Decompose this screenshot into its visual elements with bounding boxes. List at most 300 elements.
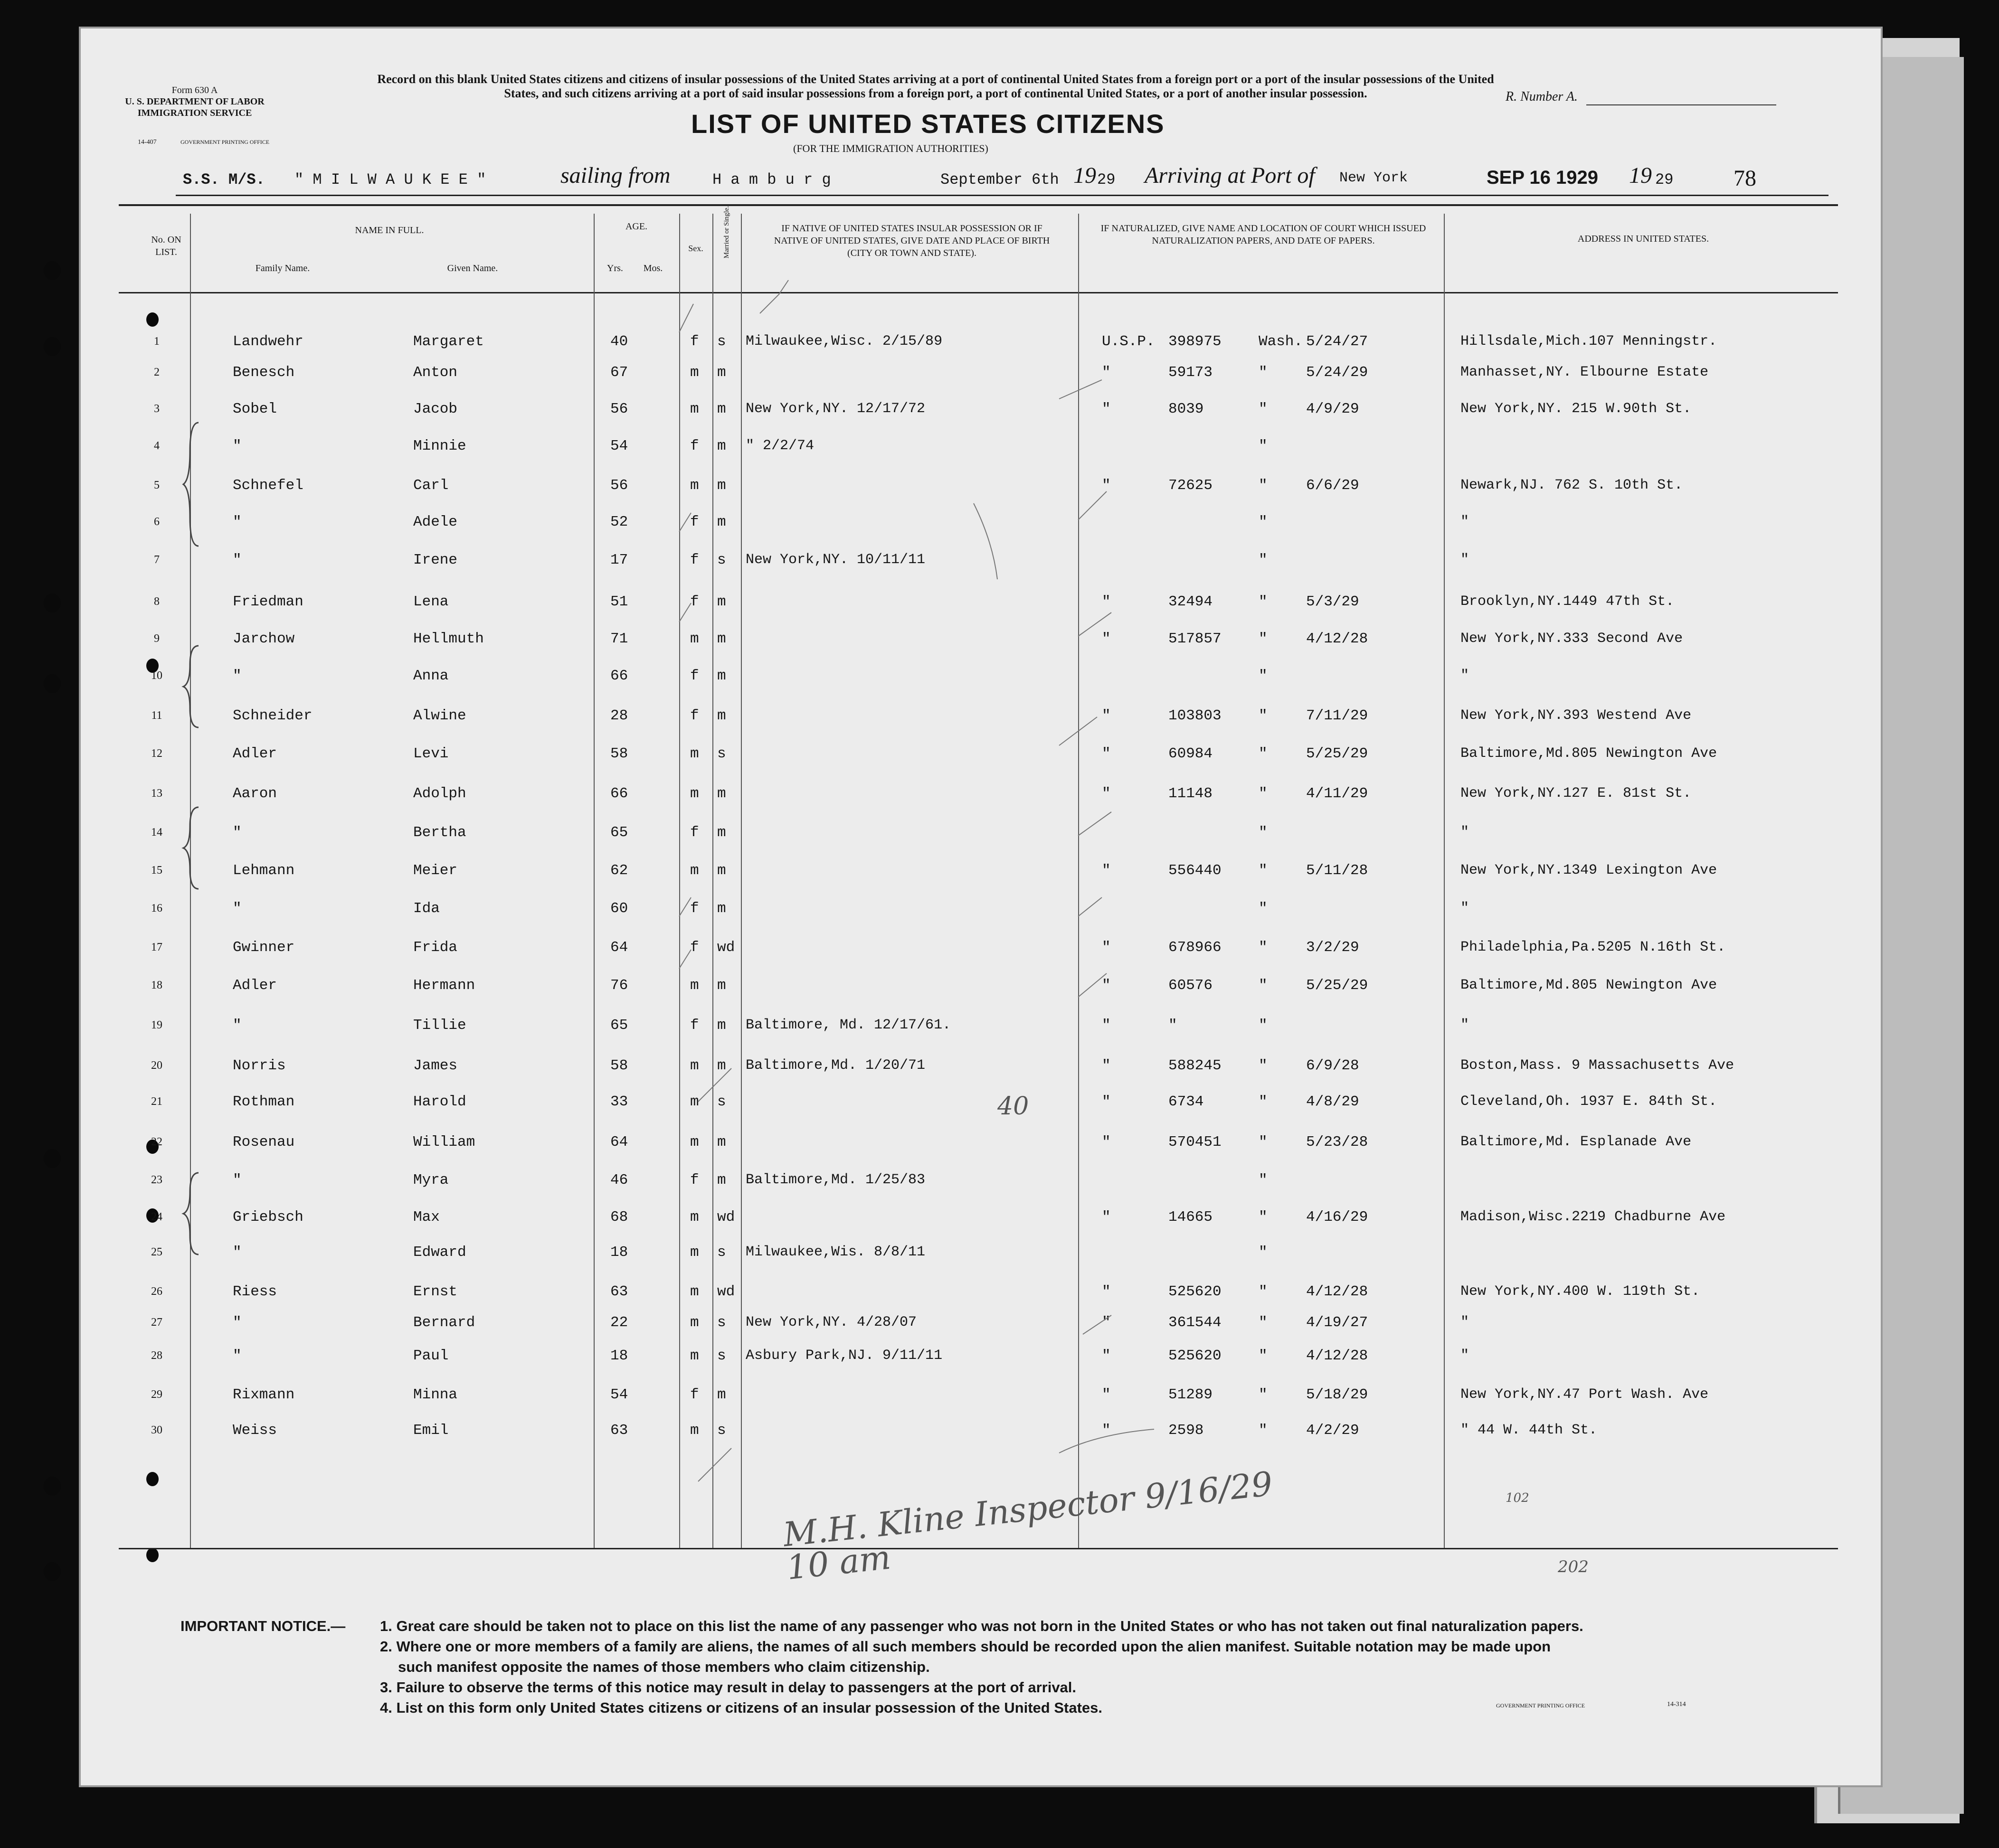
marital-status-cell: m	[717, 438, 726, 454]
sex-cell: f	[690, 1172, 699, 1188]
address-cell: Baltimore,Md.805 Newington Ave	[1460, 745, 1717, 762]
marital-status-cell: m	[717, 824, 726, 841]
marital-status-cell: m	[717, 977, 726, 994]
family-name-cell: Adler	[233, 977, 277, 994]
family-name-cell: Griebsch	[233, 1209, 303, 1226]
row-number-cell: 29	[151, 1388, 162, 1401]
family-name-cell: Sobel	[233, 401, 277, 417]
service-name: IMMIGRATION SERVICE	[137, 108, 252, 118]
naturalization-location-cell: "	[1259, 1017, 1268, 1034]
age-cell: 63	[610, 1422, 628, 1439]
naturalization-date-cell: 4/12/28	[1306, 1348, 1368, 1364]
naturalization-number-cell: 2598	[1168, 1422, 1204, 1439]
check-mark	[1059, 1429, 1154, 1453]
given-name-cell: Bertha	[413, 824, 466, 841]
family-name-cell: "	[233, 900, 242, 917]
naturalization-location-cell: "	[1259, 1057, 1268, 1074]
check-mark	[1059, 380, 1102, 399]
naturalization-location-cell: "	[1259, 631, 1268, 647]
header-yrs: Yrs.	[607, 263, 623, 273]
naturalization-location-cell: "	[1259, 1134, 1268, 1150]
row-number-cell: 18	[151, 979, 162, 991]
given-name-cell: Frida	[413, 939, 458, 956]
age-cell: 76	[610, 977, 628, 994]
notice-item-2-cont: such manifest opposite the names of those members who claim citizenship.	[398, 1659, 930, 1675]
naturalization-number-cell: "	[1168, 1017, 1177, 1034]
sex-cell: f	[690, 594, 699, 610]
naturalization-date-cell: 5/24/27	[1306, 333, 1368, 350]
given-name-cell: Carl	[413, 477, 449, 494]
naturalization-location-cell: "	[1259, 939, 1268, 956]
naturalization-court-cell: "	[1102, 1314, 1111, 1331]
naturalization-court-cell: "	[1102, 1422, 1111, 1439]
naturalization-number-cell: 361544	[1168, 1314, 1222, 1331]
family-bracket	[183, 807, 199, 889]
age-cell: 65	[610, 824, 628, 841]
address-cell: Baltimore,Md.805 Newington Ave	[1460, 977, 1717, 993]
marital-status-cell: m	[717, 364, 726, 381]
marital-status-cell: m	[717, 477, 726, 494]
naturalization-number-cell: 556440	[1168, 862, 1222, 879]
sex-cell: m	[690, 1134, 699, 1150]
naturalization-number-cell: 6734	[1168, 1094, 1204, 1110]
notice-code: 14-314	[1667, 1701, 1686, 1708]
address-cell: "	[1460, 900, 1469, 916]
naturalization-number-cell: 8039	[1168, 401, 1204, 417]
r-number-label: R. Number A.	[1506, 89, 1578, 104]
marital-status-cell: m	[717, 594, 726, 610]
header-sex: Sex.	[688, 244, 703, 253]
naturalization-location-cell: "	[1259, 438, 1268, 454]
naturalization-location-cell: "	[1259, 1209, 1268, 1226]
family-bracket	[183, 646, 199, 727]
address-cell: "	[1460, 1348, 1469, 1364]
check-mark	[1078, 897, 1102, 916]
address-cell: "	[1460, 824, 1469, 840]
age-cell: 67	[610, 364, 628, 381]
row-number-cell: 25	[151, 1246, 162, 1258]
header-mos: Mos.	[643, 263, 663, 273]
family-name-cell: Aaron	[233, 785, 277, 802]
birthplace-cell: New York,NY. 12/17/72	[746, 401, 926, 417]
sex-cell: m	[690, 1094, 699, 1110]
header-no: No. ON LIST.	[151, 235, 181, 257]
age-cell: 63	[610, 1283, 628, 1300]
row-number-cell: 30	[151, 1424, 162, 1436]
row-number-cell: 17	[151, 941, 162, 953]
naturalization-court-cell: "	[1102, 401, 1111, 417]
address-cell: New York,NY. 215 W.90th St.	[1460, 401, 1692, 417]
given-name-cell: Jacob	[413, 401, 458, 417]
marital-status-cell: m	[717, 707, 726, 724]
age-cell: 68	[610, 1209, 628, 1226]
form-number: Form 630 A	[171, 85, 218, 95]
family-name-cell: Benesch	[233, 364, 295, 381]
year-prefix: 19	[1073, 163, 1096, 188]
row-number-cell: 5	[154, 479, 160, 491]
naturalization-location-cell: "	[1259, 364, 1268, 381]
family-name-cell: "	[233, 1244, 242, 1261]
naturalization-date-cell: 5/25/29	[1306, 977, 1368, 994]
family-name-cell: "	[233, 824, 242, 841]
naturalization-location-cell: "	[1259, 1314, 1268, 1331]
marital-status-cell: wd	[717, 1209, 735, 1226]
family-name-cell: "	[233, 514, 242, 530]
family-name-cell: Schnefel	[233, 477, 303, 494]
given-name-cell: Adele	[413, 514, 458, 530]
naturalization-number-cell: 60984	[1168, 745, 1213, 762]
page-title: LIST OF UNITED STATES CITIZENS	[691, 109, 1165, 139]
address-cell: "	[1460, 514, 1469, 530]
family-name-cell: Riess	[233, 1283, 277, 1300]
address-cell: Baltimore,Md. Esplanade Ave	[1460, 1134, 1692, 1150]
naturalization-location-cell: "	[1259, 977, 1268, 994]
naturalization-location-cell: "	[1259, 785, 1268, 802]
sex-cell: m	[690, 1348, 699, 1364]
naturalization-court-cell: "	[1102, 1348, 1111, 1364]
inspector-signature: M.H. Kline Inspector 9/16/29 10 am	[781, 1464, 1275, 1588]
given-name-cell: Alwine	[413, 707, 466, 724]
family-name-cell: Adler	[233, 745, 277, 762]
marital-status-cell: m	[717, 900, 726, 917]
sex-cell: f	[690, 1386, 699, 1403]
naturalization-date-cell: 4/11/29	[1306, 785, 1368, 802]
sex-cell: m	[690, 745, 699, 762]
naturalization-date-cell: 3/2/29	[1306, 939, 1359, 956]
check-mark	[1059, 717, 1097, 745]
notice-item-4: 4. List on this form only United States citizens or citizens of an insular possession of the United States.	[380, 1699, 1102, 1716]
given-name-cell: James	[413, 1057, 458, 1074]
record-instructions: Record on this blank United States citizens and citizens of insular possessions of the United States arriving at a port of continental United States from a foreign port or a port of the insular possessions of the United States, and such citizens arriving at a port of said insular possessions from a foreign port, a port of continental United States, or a port of another insular possession.	[377, 72, 1494, 100]
family-name-cell: Gwinner	[233, 939, 295, 956]
age-cell: 64	[610, 1134, 628, 1150]
age-cell: 17	[610, 552, 628, 568]
address-cell: Boston,Mass. 9 Massachusetts Ave	[1460, 1057, 1734, 1074]
address-cell: New York,NY.1349 Lexington Ave	[1460, 862, 1717, 878]
binder-hole	[44, 261, 61, 280]
naturalization-number-cell: 14665	[1168, 1209, 1213, 1226]
given-name-cell: Hermann	[413, 977, 475, 994]
marital-status-cell: s	[717, 333, 726, 350]
age-cell: 62	[610, 862, 628, 879]
row-number-cell: 11	[151, 709, 162, 722]
header-given: Given Name.	[447, 263, 498, 273]
sex-cell: f	[690, 333, 699, 350]
row-number-cell: 9	[154, 632, 160, 645]
naturalization-date-cell: 5/3/29	[1306, 594, 1359, 610]
birthplace-cell: Asbury Park,NJ. 9/11/11	[746, 1348, 943, 1364]
naturalization-number-cell: 11148	[1168, 785, 1213, 802]
marital-status-cell: s	[717, 552, 726, 568]
row-number-cell: 20	[151, 1059, 162, 1072]
naturalization-date-cell: 4/12/28	[1306, 631, 1368, 647]
vessel-name: " M I L W A U K E E "	[294, 171, 486, 189]
naturalization-location-cell: "	[1259, 552, 1268, 568]
row-number-cell: 21	[151, 1095, 162, 1108]
naturalization-court-cell: "	[1102, 477, 1111, 494]
page-number: 78	[1734, 166, 1756, 191]
given-name-cell: Anton	[413, 364, 458, 381]
naturalization-date-cell: 4/19/27	[1306, 1314, 1368, 1331]
arriving-label: Arriving at Port of	[1145, 163, 1315, 188]
birthplace-cell: New York,NY. 4/28/07	[746, 1314, 917, 1330]
naturalization-location-cell: "	[1259, 1422, 1268, 1439]
age-cell: 18	[610, 1244, 628, 1261]
given-name-cell: Emil	[413, 1422, 449, 1439]
address-cell: Brooklyn,NY.1449 47th St.	[1460, 594, 1675, 610]
check-mark	[1078, 812, 1111, 836]
sex-cell: m	[690, 1314, 699, 1331]
naturalization-date-cell: 4/16/29	[1306, 1209, 1368, 1226]
given-name-cell: Meier	[413, 862, 458, 879]
family-name-cell: "	[233, 1172, 242, 1188]
page-subtitle: (FOR THE IMMIGRATION AUTHORITIES)	[793, 142, 988, 154]
naturalization-location-cell: "	[1259, 514, 1268, 530]
family-bracket	[183, 1173, 199, 1254]
notice-item-3: 3. Failure to observe the terms of this notice may result in delay to passengers at the port of arrival.	[380, 1679, 1077, 1696]
naturalization-location-cell: "	[1259, 1172, 1268, 1188]
naturalization-location-cell: "	[1259, 1386, 1268, 1403]
given-name-cell: Lena	[413, 594, 449, 610]
address-cell: "	[1460, 552, 1469, 568]
department-name: U. S. DEPARTMENT OF LABOR	[125, 96, 265, 107]
marital-status-cell: m	[717, 514, 726, 530]
row-number-cell: 16	[151, 902, 162, 915]
marital-status-cell: m	[717, 1172, 726, 1188]
family-name-cell: "	[233, 438, 242, 454]
naturalization-court-cell: "	[1102, 977, 1111, 994]
marital-status-cell: wd	[717, 939, 735, 956]
given-name-cell: Anna	[413, 668, 449, 684]
naturalization-number-cell: 72625	[1168, 477, 1213, 494]
notice-printer: GOVERNMENT PRINTING OFFICE	[1496, 1702, 1585, 1709]
naturalization-date-cell: 6/9/28	[1306, 1057, 1359, 1074]
year-to: 29	[1655, 171, 1674, 189]
naturalization-date-cell: 4/9/29	[1306, 401, 1359, 417]
address-cell: Madison,Wisc.2219 Chadburne Ave	[1460, 1209, 1726, 1225]
given-name-cell: Irene	[413, 552, 458, 568]
sex-cell: m	[690, 1422, 699, 1439]
naturalization-number-cell: 517857	[1168, 631, 1222, 647]
row-number-cell: 27	[151, 1316, 162, 1329]
age-cell: 58	[610, 745, 628, 762]
given-name-cell: William	[413, 1134, 475, 1150]
sex-cell: f	[690, 438, 699, 454]
age-cell: 46	[610, 1172, 628, 1188]
birthplace-cell: Milwaukee,Wis. 8/8/11	[746, 1244, 926, 1260]
given-name-cell: Levi	[413, 745, 449, 762]
marital-status-cell: m	[717, 401, 726, 417]
sex-cell: m	[690, 631, 699, 647]
naturalization-location-cell: "	[1259, 900, 1268, 917]
binder-hole	[44, 1149, 61, 1168]
family-name-cell: "	[233, 1017, 242, 1034]
naturalization-court-cell: "	[1102, 594, 1111, 610]
family-name-cell: Schneider	[233, 707, 313, 724]
naturalization-court-cell: "	[1102, 785, 1111, 802]
binder-hole	[44, 594, 61, 613]
header-marital: Married or Single.	[723, 206, 730, 259]
naturalization-number-cell: 51289	[1168, 1386, 1213, 1403]
check-mark	[1078, 613, 1111, 636]
sex-cell: m	[690, 1057, 699, 1074]
manifest-page	[81, 28, 1881, 1785]
age-cell: 60	[610, 900, 628, 917]
age-cell: 66	[610, 785, 628, 802]
binder-hole	[44, 674, 61, 693]
row-number-cell: 23	[151, 1174, 162, 1186]
notice-label: IMPORTANT NOTICE.—	[180, 1618, 346, 1634]
naturalization-court-cell: "	[1102, 1017, 1111, 1034]
naturalization-court-cell: "	[1102, 1094, 1111, 1110]
family-name-cell: Norris	[233, 1057, 286, 1074]
family-name-cell: Rothman	[233, 1094, 295, 1110]
age-cell: 22	[610, 1314, 628, 1331]
family-name-cell: Rosenau	[233, 1134, 295, 1150]
address-cell: "	[1460, 1314, 1469, 1330]
binder-hole	[44, 337, 61, 356]
age-cell: 64	[610, 939, 628, 956]
family-name-cell: "	[233, 668, 242, 684]
pencil-stroke	[974, 503, 997, 579]
age-cell: 54	[610, 438, 628, 454]
row-number-cell: 2	[154, 366, 160, 378]
age-cell: 56	[610, 477, 628, 494]
given-name-cell: Minna	[413, 1386, 458, 1403]
sex-cell: m	[690, 401, 699, 417]
marital-status-cell: m	[717, 1017, 726, 1034]
row-number-cell: 15	[151, 864, 162, 877]
naturalization-number-cell: 398975	[1168, 333, 1222, 350]
birthplace-cell: Baltimore,Md. 1/20/71	[746, 1057, 926, 1074]
naturalization-court-cell: U.S.P.	[1102, 333, 1155, 350]
naturalization-location-cell: "	[1259, 745, 1268, 762]
sex-cell: m	[690, 477, 699, 494]
sex-cell: m	[690, 977, 699, 994]
naturalization-location-cell: "	[1259, 1244, 1268, 1261]
address-cell: New York,NY.47 Port Wash. Ave	[1460, 1386, 1709, 1403]
naturalization-court-cell: "	[1102, 707, 1111, 724]
sex-cell: m	[690, 1209, 699, 1226]
family-name-cell: Weiss	[233, 1422, 277, 1439]
marital-status-cell: m	[717, 862, 726, 879]
naturalization-date-cell: 5/24/29	[1306, 364, 1368, 381]
naturalization-number-cell: 59173	[1168, 364, 1213, 381]
marital-status-cell: s	[717, 745, 726, 762]
family-name-cell: "	[233, 1348, 242, 1364]
marital-status-cell: m	[717, 668, 726, 684]
naturalization-court-cell: "	[1102, 745, 1111, 762]
marital-status-cell: s	[717, 1314, 726, 1331]
marital-status-cell: m	[717, 785, 726, 802]
check-mark	[760, 280, 788, 313]
given-name-cell: Edward	[413, 1244, 466, 1261]
row-number-cell: 26	[151, 1285, 162, 1298]
row-number-cell: 19	[151, 1019, 162, 1031]
family-name-cell: "	[233, 552, 242, 568]
sex-cell: f	[690, 707, 699, 724]
address-cell: New York,NY.393 Westend Ave	[1460, 707, 1692, 724]
naturalization-location-cell: "	[1259, 594, 1268, 610]
vessel-prefix: S.S. M/S.	[183, 171, 265, 189]
naturalization-location-cell: Wash.	[1259, 333, 1303, 350]
row-number-cell: 8	[154, 595, 160, 608]
given-name-cell: Adolph	[413, 785, 466, 802]
birthplace-cell: " 2/2/74	[746, 438, 815, 454]
form-printer: GOVERNMENT PRINTING OFFICE	[180, 139, 270, 145]
row-number-cell: 22	[151, 1136, 162, 1148]
naturalization-number-cell: 678966	[1168, 939, 1222, 956]
naturalization-court-cell: "	[1102, 1386, 1111, 1403]
sailing-from-label: sailing from	[560, 163, 671, 188]
naturalization-location-cell: "	[1259, 862, 1268, 879]
given-name-cell: Ida	[413, 900, 440, 917]
row-number-cell: 1	[154, 335, 160, 348]
row-number-cell: 12	[151, 747, 162, 760]
sex-cell: m	[690, 1283, 699, 1300]
birthplace-cell: Milwaukee,Wisc. 2/15/89	[746, 333, 943, 349]
given-name-cell: Bernard	[413, 1314, 475, 1331]
naturalization-date-cell: 5/11/28	[1306, 862, 1368, 879]
naturalization-location-cell: "	[1259, 1348, 1268, 1364]
naturalization-location-cell: "	[1259, 824, 1268, 841]
year-prefix-2: 19	[1629, 163, 1652, 188]
header-address: ADDRESS IN UNITED STATES.	[1577, 234, 1709, 244]
row-number-cell: 13	[151, 787, 162, 800]
age-cell: 40	[610, 333, 628, 350]
sex-cell: m	[690, 785, 699, 802]
row-number-cell: 3	[154, 403, 160, 415]
naturalization-date-cell: 4/8/29	[1306, 1094, 1359, 1110]
header-name: NAME IN FULL.	[355, 225, 424, 236]
naturalization-number-cell: 570451	[1168, 1134, 1222, 1150]
naturalization-number-cell: 588245	[1168, 1057, 1222, 1074]
given-name-cell: Harold	[413, 1094, 466, 1110]
row-number-cell: 4	[154, 440, 160, 452]
row-number-cell: 10	[151, 669, 162, 682]
handwritten-note-b: 202	[1558, 1557, 1589, 1576]
family-name-cell: Landwehr	[233, 333, 303, 350]
marital-status-cell: s	[717, 1244, 726, 1261]
address-cell: New York,NY.333 Second Ave	[1460, 631, 1683, 647]
given-name-cell: Minnie	[413, 438, 466, 454]
naturalization-number-cell: 525620	[1168, 1348, 1222, 1364]
naturalization-number-cell: 60576	[1168, 977, 1213, 994]
family-name-cell: Jarchow	[233, 631, 295, 647]
address-cell: Newark,NJ. 762 S. 10th St.	[1460, 477, 1683, 493]
naturalization-number-cell: 32494	[1168, 594, 1213, 610]
age-cell: 58	[610, 1057, 628, 1074]
naturalization-court-cell: "	[1102, 862, 1111, 879]
address-cell: New York,NY.127 E. 81st St.	[1460, 785, 1692, 801]
header-family: Family Name.	[255, 263, 310, 273]
given-name-cell: Paul	[413, 1348, 449, 1364]
marital-status-cell: m	[717, 1386, 726, 1403]
naturalization-number-cell: 525620	[1168, 1283, 1222, 1300]
sex-cell: m	[690, 364, 699, 381]
address-cell: Hillsdale,Mich.107 Menningstr.	[1460, 333, 1717, 349]
age-cell: 66	[610, 668, 628, 684]
age-cell: 33	[610, 1094, 628, 1110]
age-cell: 71	[610, 631, 628, 647]
given-name-cell: Myra	[413, 1172, 449, 1188]
date-from: September 6th	[940, 171, 1059, 189]
age-cell: 54	[610, 1386, 628, 1403]
address-cell: " 44 W. 44th St.	[1460, 1422, 1598, 1438]
sex-cell: m	[690, 1244, 699, 1261]
row-number-cell: 28	[151, 1349, 162, 1362]
naturalization-court-cell: "	[1102, 939, 1111, 956]
